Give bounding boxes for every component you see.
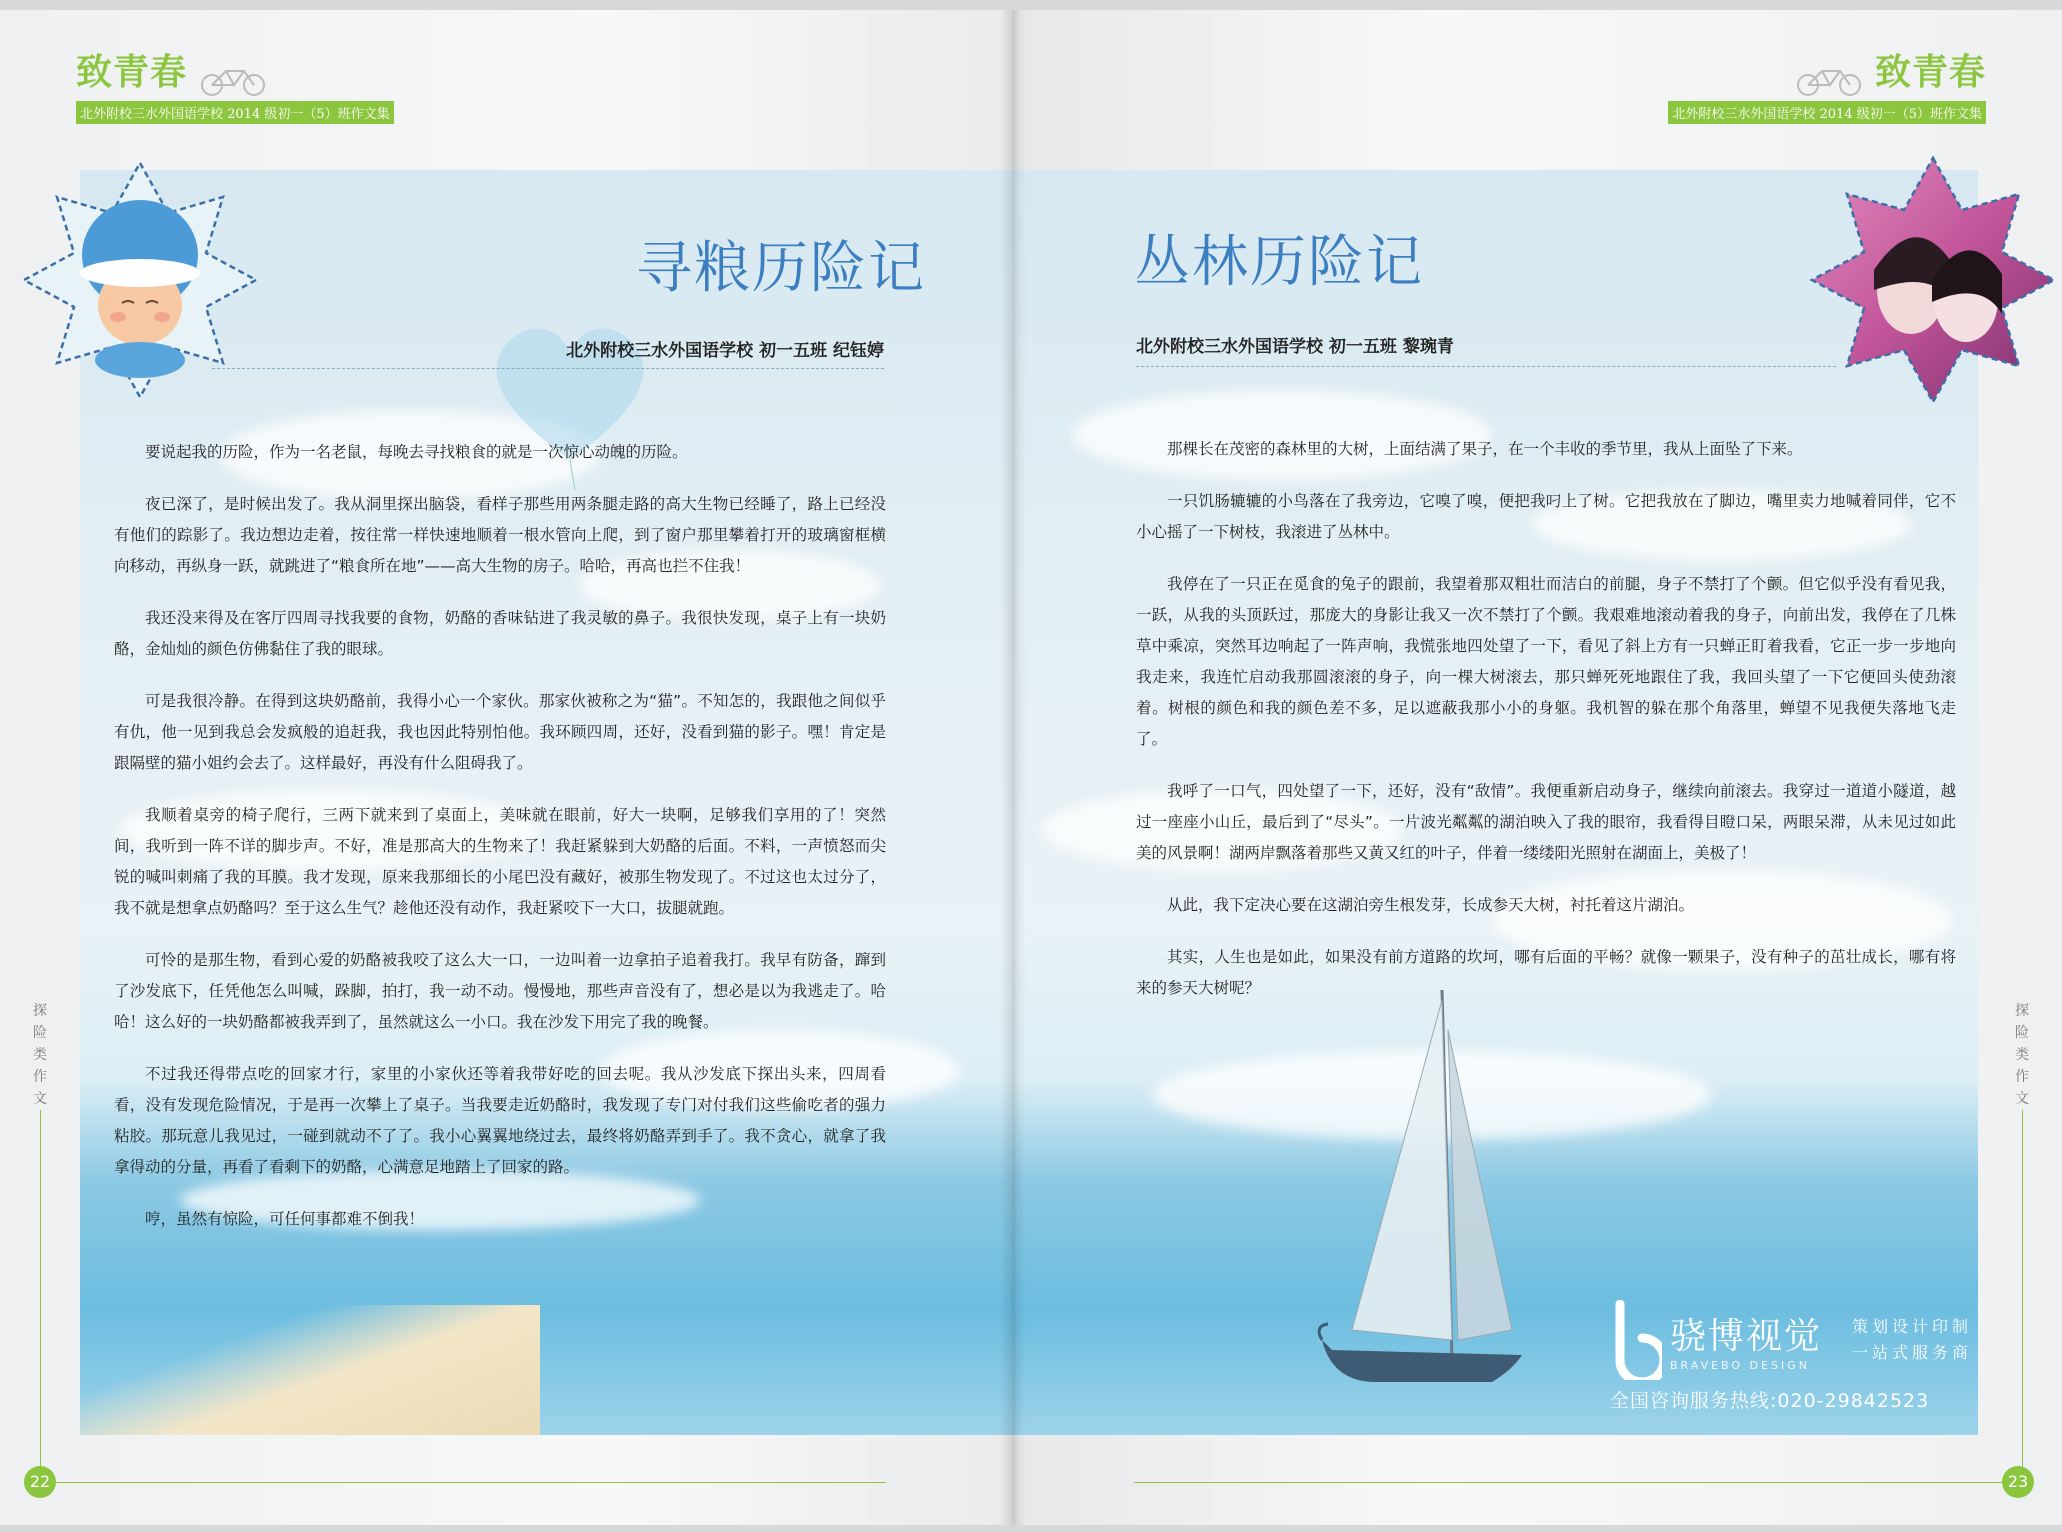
publisher-logo-icon: [1610, 1300, 1662, 1380]
brand-subtitle: 北外附校三水外国语学校 2014 级初一（5）班作文集: [1668, 101, 1986, 124]
publisher-hotline: 全国咨询服务热线:020-29842523: [1610, 1390, 1930, 1412]
paragraph: 不过我还得带点吃的回家才行，家里的小家伙还等着我带好吃的回去呢。我从沙发底下探出头来，四周看看，没有发现危险情况，于是再一次攀上了桌子。当我要走近奶酪时，我发现了专门对付我们这些偷吃者的强力粘胶。那玩意儿我见过，一碰到就动不了了。我小心翼翼地绕过去，最终将奶酪弄到手了。我不贪心，就拿了我拿得动的分量，再看了看剩下的奶酪，心满意足地踏上了回家的路。: [114, 1065, 886, 1176]
page-number: 22: [24, 1466, 56, 1498]
publisher-tagline-1: 策划设计印制: [1852, 1317, 1973, 1336]
paragraph: 从此，我下定决心要在这湖泊旁生根发芽，长成参天大树，衬托着这片湖泊。: [1167, 896, 1695, 914]
publisher-name: 骁博视觉: [1670, 1316, 1823, 1357]
bicycle-icon: [1794, 63, 1864, 97]
article-title: 寻粮历险记: [636, 236, 926, 301]
page-number: 23: [2002, 1466, 2034, 1498]
brand-header-right: [1668, 44, 1986, 124]
paragraph: 一只饥肠辘辘的小鸟落在了我旁边，它嗅了嗅，便把我叼上了树。它把我放在了脚边，嘴里卖力地喊着同伴，它不小心摇了一下树枝，我滚进了丛林中。: [1136, 492, 1956, 541]
publisher-tagline-2: 一站式服务商: [1852, 1343, 1973, 1362]
paragraph: 其实，人生也是如此，如果没有前方道路的坎坷，哪有后面的平畅？就像一颗果子，没有种子的茁壮成长，哪有将来的参天大树呢？: [1136, 948, 1956, 997]
paragraph: 那棵长在茂密的森林里的大树，上面结满了果子，在一个丰收的季节里，我从上面坠了下来。: [1167, 440, 1803, 458]
brand-title: 致青春: [76, 51, 188, 93]
footer-rule: [56, 1482, 886, 1483]
article-body: [114, 437, 886, 1256]
article-title: 丛林历险记: [1134, 230, 1424, 295]
article-byline: 北外附校三水外国语学校 初一五班 黎琬青: [1136, 337, 1454, 357]
bicycle-icon: [198, 63, 268, 97]
photo-star-badge: [1806, 150, 2061, 410]
left-page: [0, 10, 1012, 1525]
magazine-spread: [0, 10, 2062, 1525]
publisher-logo: [1610, 1300, 1972, 1413]
side-rule: [2022, 1110, 2023, 1470]
article-body: [1136, 434, 1956, 1025]
right-page: [1012, 10, 2062, 1525]
title-divider: [1136, 366, 1836, 367]
brand-title: 致青春: [1874, 51, 1986, 93]
book-gutter: [1000, 10, 1026, 1525]
paragraph: 我停在了一只正在觅食的兔子的跟前，我望着那双粗壮而洁白的前腿，身子不禁打了个颤。但它似乎没有看见我，一跃，从我的头顶跃过，那庞大的身影让我又一次不禁打了个颤。我艰难地滚动着我的身子，向前出发，我停在了几株草中乘凉，突然耳边响起了一阵声响，我慌张地四处望了一下，看见了斜上方有一只蝉正盯着我看，它正一步一步地向我走来，我连忙启动我那圆滚滚的身子，向一棵大树滚去，那只蝉死死地跟住了我，我回头望了一下它便回头使劲滚着。树根的颜色和我的颜色差不多，足以遮蔽我那小小的身躯。我机智的躲在那个角落里，蝉望不见我便失落地飞走了。: [1136, 575, 1956, 748]
article-byline: 北外附校三水外国语学校 初一五班 纪钰婷: [566, 341, 884, 361]
sailboat-icon: [1312, 990, 1552, 1410]
paragraph: 哼，虽然有惊险，可任何事都难不倒我！: [145, 1210, 425, 1228]
paragraph: 夜已深了，是时候出发了。我从洞里探出脑袋，看样子那些用两条腿走路的高大生物已经睡了，路上已经没有他们的踪影了。我边想边走着，按往常一样快速地顺着一根水管向上爬，到了窗户那里攀着打开的玻璃窗框横向移动，再纵身一跃，就跳进了“粮食所在地”——高大生物的房子。哈哈，再高也拦不住我！: [114, 495, 886, 575]
paragraph: 可是我很冷静。在得到这块奶酪前，我得小心一个家伙。那家伙被称之为“猫”。不知怎的，我跟他之间似乎有仇，他一见到我总会发疯般的追赶我，我也因此特别怕他。我环顾四周，还好，没看到猫的影子。嘿！肯定是跟隔壁的猫小姐约会去了。这样最好，再没有什么阻碍我了。: [114, 692, 886, 772]
side-category-label: 探险类作文: [33, 1003, 47, 1107]
side-category-label: 探险类作文: [2015, 1003, 2029, 1107]
paragraph: 我顺着桌旁的椅子爬行，三两下就来到了桌面上，美味就在眼前，好大一块啊，足够我们享用的了！突然间，我听到一阵不详的脚步声。不好，准是那高大的生物来了！我赶紧躲到大奶酪的后面。不料，一声愤怒而尖锐的喊叫刺痛了我的耳膜。我才发现，原来我那细长的小尾巴没有藏好，被那生物发现了。不过这也太过分了，我不就是想拿点奶酪吗？至于这么生气？趁他还没有动作，我赶紧咬下一大口，拔腿就跑。: [114, 806, 886, 917]
brand-header-left: [76, 44, 394, 124]
paragraph: 可怜的是那生物，看到心爱的奶酪被我咬了这么大一口，一边叫着一边拿拍子追着我打。我早有防备，蹿到了沙发底下，任凭他怎么叫喊，跺脚，拍打，我一动不动。慢慢地，那些声音没有了，想必是以为我逃走了。哈哈！这么好的一块奶酪都被我弄到了，虽然就这么一小口。我在沙发下用完了我的晚餐。: [114, 951, 886, 1031]
side-rule: [40, 1110, 41, 1470]
publisher-english-name: BRAVEBO DESIGN: [1670, 1359, 1810, 1372]
brand-subtitle: 北外附校三水外国语学校 2014 级初一（5）班作文集: [76, 101, 394, 124]
paragraph: 我呼了一口气，四处望了一下，还好，没有“敌情”。我便重新启动身子，继续向前滚去。我穿过一道道小隧道，越过一座座小山丘，最后到了“尽头”。一片波光粼粼的湖泊映入了我的眼帘，我看得目瞪口呆，两眼呆滞，从未见过如此美的风景啊！湖两岸飘落着那些又黄又红的叶子，伴着一缕缕阳光照射在湖面上，美极了！: [1136, 782, 1956, 862]
title-divider: [212, 368, 884, 369]
paragraph: 我还没来得及在客厅四周寻找我要的食物，奶酪的香味钻进了我灵敏的鼻子。我很快发现，桌子上有一块奶酪，金灿灿的颜色仿佛黏住了我的眼球。: [114, 609, 886, 658]
footer-rule: [1134, 1482, 2002, 1483]
paragraph: 要说起我的历险，作为一名老鼠，每晚去寻找粮食的就是一次惊心动魄的历险。: [145, 443, 688, 461]
